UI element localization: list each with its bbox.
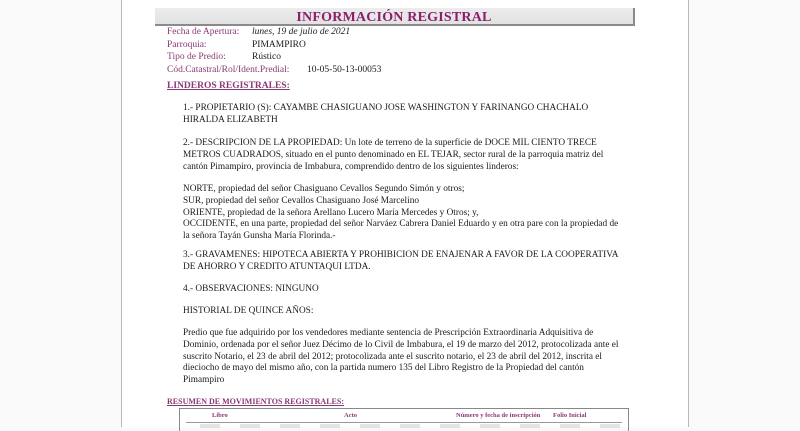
document-page — [121, 0, 689, 427]
lindero-sur: SUR, propiedad del señor Cevallos Chasiguano José Marcelino — [183, 195, 419, 206]
paragraph-gravamenes: 3.- GRAVAMENES: HIPOTECA ABIERTA Y PROHIBICION DE ENAJENAR A FAVOR DE LA COOPERATIVA DE AHORRO Y CREDITO ATUNTAQUI LTDA. — [183, 250, 618, 272]
lindero-oriente: ORIENTE, propiedad de la señora Arellano Lucero María Mercedes y Otros; y, — [183, 207, 479, 218]
column-header-numero-fecha: Número y fecha de inscripción — [456, 412, 541, 419]
field-value: PIMAMPIRO — [252, 39, 306, 50]
table-header-divider — [186, 422, 622, 423]
document-title: INFORMACIÓN REGISTRAL — [296, 10, 492, 25]
field-label: Fecha de Apertura: — [167, 27, 240, 37]
lindero-norte: NORTE, propiedad del señor Chasiguano Cevallos Segundo Simón y otros; — [183, 184, 465, 194]
paragraph-observaciones: 4.- OBSERVACIONES: NINGUNO — [183, 284, 319, 294]
linderos-heading: LINDEROS REGISTRALES: — [167, 81, 290, 91]
paragraph-historial: Predio que fue adquirido por los vendedores mediante sentencia de Prescripción Extraordinaria Adquisitiva de Dominio, ordenada por el señor Juez Décimo de lo Civil de Imbabura, el 19 de marzo del 2012, protocolizada ante el suscrito Notario, el 23 de abril del 2012; protocolizada ante el suscrito notario, el 23 de abril del 2012, inscrita el dieciocho de mayo del mismo año, con la partida numero 135 del Libro Registro de la Propiedad del cantón Pimampiro — [183, 328, 619, 386]
field-value: 10-05-50-13-00053 — [307, 64, 382, 75]
paragraph-propietario: 1.- PROPIETARIO (S): CAYAMBE CHASIGUANO JOSE WASHINGTON Y FARINANGO CHACHALO HIRALDA ELIZABETH — [183, 103, 589, 125]
column-header-acto: Acto — [344, 412, 357, 419]
movimientos-table — [179, 408, 629, 431]
table-row — [180, 424, 628, 428]
resumen-heading: RESUMEN DE MOVIMIENTOS REGISTRALES: — [167, 397, 344, 406]
field-label: Parroquia: — [167, 39, 207, 50]
field-label: Tipo de Predio: — [167, 52, 226, 63]
column-header-folio-inicial: Folio Inicial — [553, 412, 587, 419]
lindero-occidente: OCCIDENTE, en una parte, propiedad del señor Narváez Cabrera Daniel Eduardo y en otra pare con la propiedad de la señora Tayán Gunsha María Florinda.- — [183, 219, 619, 242]
paragraph-historial-heading: HISTORIAL DE QUINCE AÑOS: — [183, 306, 314, 316]
column-header-libro: Libro — [212, 412, 228, 419]
field-value: Rústico — [252, 52, 282, 63]
linderos-list — [183, 184, 623, 243]
field-value: lunes, 19 de julio de 2021 — [252, 27, 351, 37]
paragraph-descripcion: 2.- DESCRIPCION DE LA PROPIEDAD: Un lote de terreno de la superficie de DOCE MIL CIENTO TRECE METROS CUADRADOS, situado en el punto denominado en EL TEJAR, sector rural de la parroquia matriz del cantón Pimampiro, provincia de Imbabura, comprendido dentro de los siguientes linderos: — [183, 138, 604, 172]
field-label: Cód.Catastral/Rol/Ident.Predial: — [167, 64, 290, 75]
header-bar — [155, 8, 635, 26]
